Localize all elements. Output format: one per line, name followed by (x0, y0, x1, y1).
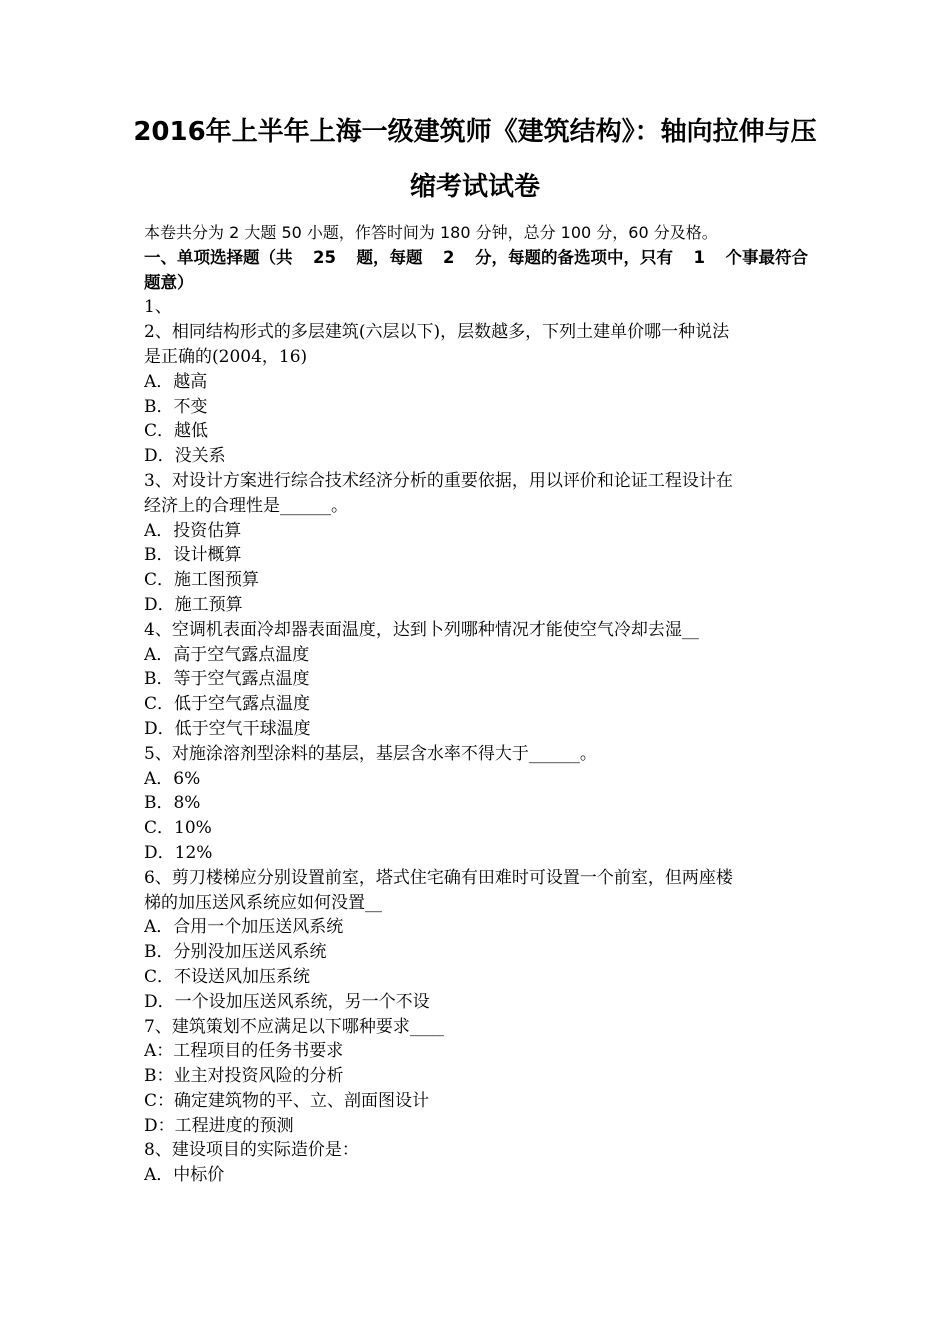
answer-option: A．高于空气露点温度 (144, 644, 310, 665)
answer-option: B．分别没加压送风系统 (144, 942, 327, 963)
answer-option: B：业主对投资风险的分析 (144, 1066, 344, 1087)
answer-option: B．8% (144, 793, 201, 814)
answer-option: D．低于空气干球温度 (144, 718, 311, 739)
answer-option: A．6% (144, 768, 201, 789)
question-line: 2、相同结构形式的多层建筑(六层以下)，层数越多，下列土建单价哪一种说法 (144, 322, 730, 343)
answer-option: C．施工图预算 (144, 570, 260, 591)
question-line: 6、剪刀楼梯应分别设置前室，塔式住宅确有田难时可设置一个前室，但两座楼 (144, 867, 733, 888)
section-heading-segment: 1 (693, 247, 705, 267)
answer-option: D．一个设加压送风系统，另一个不设 (144, 991, 430, 1012)
answer-option: A．中标价 (144, 1165, 225, 1186)
document-title-line-1: 2016年上半年上海一级建筑师《建筑结构》：轴向拉伸与压 (133, 117, 817, 147)
section-heading-line-2: 题意） (144, 272, 194, 292)
question-line: 经济上的合理性是______。 (144, 495, 348, 516)
question-line: 5、对施涂溶剂型涂料的基层，基层含水率不得大于______。 (144, 743, 597, 764)
answer-option: B．不变 (144, 396, 208, 417)
answer-option: A．投资估算 (144, 520, 242, 541)
question-line: 4、空调机表面冷却器表面温度，达到卜列哪种情况才能使空气冷却去湿__ (144, 619, 699, 640)
answer-option: C．越低 (144, 421, 209, 442)
document-title-line-2: 缩考试试卷 (409, 172, 540, 202)
answer-option: D．施工预算 (144, 594, 243, 615)
answer-option: B．等于空气露点温度 (144, 669, 310, 690)
question-line: 梯的加压送风系统应如何没置__ (144, 892, 382, 913)
answer-option: A．越高 (144, 371, 208, 392)
question-line: 3、对设计方案进行综合技术经济分析的重要依据，用以评价和论证工程设计在 (144, 470, 733, 491)
answer-option: C．不设送风加压系统 (144, 966, 311, 987)
section-heading-segment: 25 (313, 247, 336, 267)
question-line: 8、建设项目的实际造价是： (144, 1140, 359, 1161)
section-heading-segment: 题，每题 (356, 247, 423, 267)
answer-option: D：工程进度的预测 (144, 1115, 294, 1136)
answer-option: C．10% (144, 818, 212, 839)
answer-option: A．合用一个加压送风系统 (144, 917, 344, 938)
answer-option: A：工程项目的任务书要求 (144, 1041, 344, 1062)
answer-option: C．低于空气露点温度 (144, 694, 311, 715)
section-heading-segment: 2 (442, 247, 455, 267)
document-body (144, 221, 808, 1188)
section-heading-segment: 一、单项选择题（共 (144, 247, 293, 267)
exam-intro: 本卷共分为 2 大题 50 小题，作答时间为 180 分钟，总分 100 分，60 分及格。 (144, 223, 718, 242)
question-line: 1、 (144, 297, 172, 318)
section-heading-segment: 分，每题的备选项中，只有 (474, 247, 673, 267)
section-heading-segment: 个事最符合 (725, 247, 808, 267)
question-line: 7、建筑策划不应满足以下哪种要求____ (144, 1016, 444, 1037)
question-line: 是正确的(2004，16) (144, 346, 308, 367)
section-heading-line-1 (144, 246, 808, 271)
answer-option: B．设计概算 (144, 545, 242, 566)
answer-option: D．12% (144, 842, 213, 863)
answer-option: D．没关系 (144, 446, 226, 467)
answer-option: C：确定建筑物的平、立、剖面图设计 (144, 1090, 430, 1111)
